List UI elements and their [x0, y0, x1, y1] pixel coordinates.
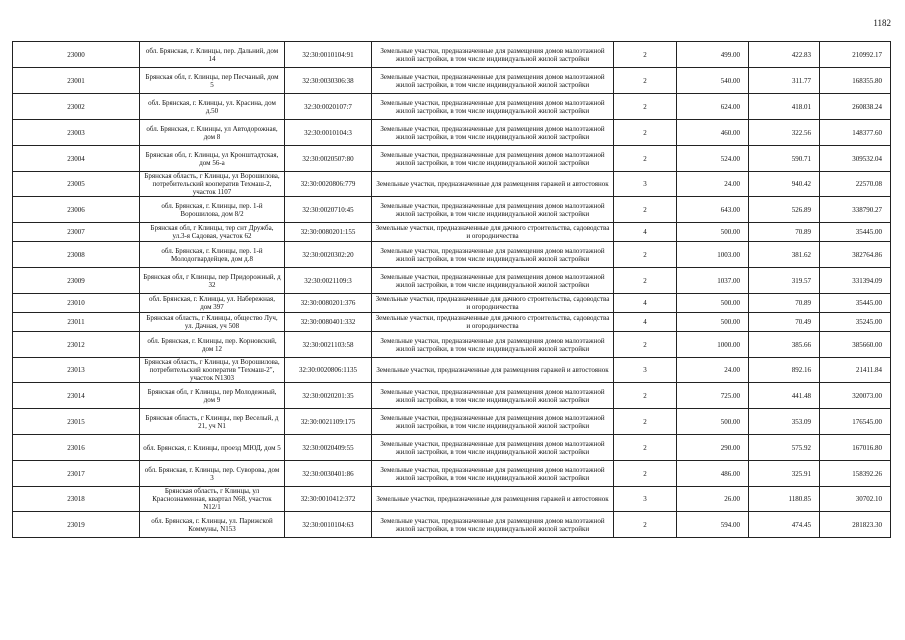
area-cell: 1037.00: [677, 268, 749, 294]
group-cell: 2: [614, 461, 677, 487]
cadastral-value-cell: 385660.00: [820, 332, 891, 358]
unit-value-cell: 940.42: [749, 172, 820, 197]
table-row: [13, 294, 891, 313]
table-row: [13, 435, 891, 461]
address-cell: Брянская область, г Клинцы, ул Краснознаменная, квартал N68, участок N12/1: [140, 487, 285, 512]
unit-value-cell: 474.45: [749, 512, 820, 538]
table-row: [13, 268, 891, 294]
land-use-cell: Земельные участки, предназначенные для размещения гаражей и автостоянок: [372, 487, 614, 512]
table-row: [13, 94, 891, 120]
group-cell: 4: [614, 223, 677, 242]
address-cell: Брянская область, г Клинцы, пер Веселый, д 21, уч N1: [140, 409, 285, 435]
unit-value-cell: 353.09: [749, 409, 820, 435]
address-cell: Брянская обл, г. Клинцы, ул Кронштадтская, дом 56-а: [140, 146, 285, 172]
row-number-cell: 23013: [13, 358, 140, 383]
row-number-cell: 23007: [13, 223, 140, 242]
row-number-cell: 23002: [13, 94, 140, 120]
land-use-cell: Земельные участки, предназначенные для дачного строительства, садоводства и огородничества: [372, 313, 614, 332]
address-cell: обл. Брянская, г. Клинцы, проезд МЮД, дом 5: [140, 435, 285, 461]
land-use-cell: Земельные участки, предназначенные для дачного строительства, садоводства и огородничества: [372, 223, 614, 242]
cadastral-value-cell: 309532.04: [820, 146, 891, 172]
cadastral-value-cell: 35445.00: [820, 223, 891, 242]
table-row: [13, 223, 891, 242]
row-number-cell: 23012: [13, 332, 140, 358]
area-cell: 500.00: [677, 313, 749, 332]
cadastral-value-cell: 22570.08: [820, 172, 891, 197]
cadastral-value-cell: 176545.00: [820, 409, 891, 435]
unit-value-cell: 526.89: [749, 197, 820, 223]
table-row: [13, 42, 891, 68]
address-cell: Брянская обл, г Клинцы, пер Придорожный, д 32: [140, 268, 285, 294]
land-use-cell: Земельные участки, предназначенные для размещения домов малоэтажной жилой застройки, в том числе индивидуальной жилой застройки: [372, 68, 614, 94]
unit-value-cell: 70.89: [749, 294, 820, 313]
unit-value-cell: 441.48: [749, 383, 820, 409]
group-cell: 2: [614, 120, 677, 146]
group-cell: 2: [614, 197, 677, 223]
land-use-cell: Земельные участки, предназначенные для размещения гаражей и автостоянок: [372, 172, 614, 197]
land-use-cell: Земельные участки, предназначенные для размещения домов малоэтажной жилой застройки, в том числе индивидуальной жилой застройки: [372, 120, 614, 146]
area-cell: 624.00: [677, 94, 749, 120]
row-number-cell: 23006: [13, 197, 140, 223]
land-use-cell: Земельные участки, предназначенные для дачного строительства, садоводства и огородничества: [372, 294, 614, 313]
table-row: [13, 242, 891, 268]
row-number-cell: 23000: [13, 42, 140, 68]
row-number-cell: 23010: [13, 294, 140, 313]
area-cell: 500.00: [677, 294, 749, 313]
unit-value-cell: 422.83: [749, 42, 820, 68]
address-cell: обл. Брянская, г. Клинцы, пер. Корновский, дом 12: [140, 332, 285, 358]
land-use-cell: Земельные участки, предназначенные для размещения домов малоэтажной жилой застройки, в том числе индивидуальной жилой застройки: [372, 242, 614, 268]
address-cell: обл. Брянская, г. Клинцы, пер. 1-й Молодогвардейцев, дом д.8: [140, 242, 285, 268]
row-number-cell: 23019: [13, 512, 140, 538]
address-cell: Брянская область, г Клинцы, ул Ворошилова, потребительский кооператив "Техмаш-2", участок N1303: [140, 358, 285, 383]
unit-value-cell: 418.01: [749, 94, 820, 120]
unit-value-cell: 325.91: [749, 461, 820, 487]
cadastral-value-cell: 148377.60: [820, 120, 891, 146]
group-cell: 2: [614, 409, 677, 435]
row-number-cell: 23004: [13, 146, 140, 172]
group-cell: 3: [614, 358, 677, 383]
cadastral-value-cell: 331394.09: [820, 268, 891, 294]
address-cell: обл. Брянская, г. Клинцы, пер. 1-й Ворошилова, дом 8/2: [140, 197, 285, 223]
address-cell: Брянская обл, г. Клинцы, пер Песчаный, дом 5: [140, 68, 285, 94]
land-use-cell: Земельные участки, предназначенные для размещения домов малоэтажной жилой застройки, в том числе индивидуальной жилой застройки: [372, 42, 614, 68]
unit-value-cell: 385.66: [749, 332, 820, 358]
cadastral-number-cell: 32:30:0021103:58: [285, 332, 372, 358]
address-cell: Брянская область, г Клинцы, общество Луч, ул. Дачная, уч 508: [140, 313, 285, 332]
land-use-cell: Земельные участки, предназначенные для размещения домов малоэтажной жилой застройки, в том числе индивидуальной жилой застройки: [372, 268, 614, 294]
row-number-cell: 23018: [13, 487, 140, 512]
land-use-cell: Земельные участки, предназначенные для размещения домов малоэтажной жилой застройки, в том числе индивидуальной жилой застройки: [372, 512, 614, 538]
cadastral-number-cell: 32:30:0030401:86: [285, 461, 372, 487]
cadastral-value-cell: 158392.26: [820, 461, 891, 487]
address-cell: обл. Брянская, г. Клинцы, пер. Суворова, дом 3: [140, 461, 285, 487]
land-use-cell: Земельные участки, предназначенные для размещения домов малоэтажной жилой застройки, в том числе индивидуальной жилой застройки: [372, 197, 614, 223]
row-number-cell: 23017: [13, 461, 140, 487]
group-cell: 4: [614, 313, 677, 332]
row-number-cell: 23014: [13, 383, 140, 409]
cadastral-number-cell: 32:30:0030306:38: [285, 68, 372, 94]
cadastral-value-cell: 260838.24: [820, 94, 891, 120]
group-cell: 2: [614, 268, 677, 294]
cadastral-value-cell: 21411.84: [820, 358, 891, 383]
area-cell: 26.00: [677, 487, 749, 512]
land-use-cell: Земельные участки, предназначенные для размещения гаражей и автостоянок: [372, 358, 614, 383]
land-use-cell: Земельные участки, предназначенные для размещения домов малоэтажной жилой застройки, в том числе индивидуальной жилой застройки: [372, 461, 614, 487]
group-cell: 2: [614, 94, 677, 120]
address-cell: обл. Брянская, г. Клинцы, ул. Набережная, дом 397: [140, 294, 285, 313]
cadastral-value-cell: 35445.00: [820, 294, 891, 313]
cadastral-value-cell: 382764.86: [820, 242, 891, 268]
table-row: [13, 313, 891, 332]
area-cell: 486.00: [677, 461, 749, 487]
address-cell: обл. Брянская, г. Клинцы, пер. Дальний, дом 14: [140, 42, 285, 68]
unit-value-cell: 311.77: [749, 68, 820, 94]
table-row: [13, 512, 891, 538]
cadastral-value-cell: 210992.17: [820, 42, 891, 68]
cadastral-value-table: [12, 41, 891, 538]
unit-value-cell: 1180.85: [749, 487, 820, 512]
address-cell: обл. Брянская, г. Клинцы, ул Автодорожная, дом 8: [140, 120, 285, 146]
address-cell: обл. Брянская, г. Клинцы, ул. Парижской Коммуны, N153: [140, 512, 285, 538]
cadastral-number-cell: 32:30:0020107:7: [285, 94, 372, 120]
row-number-cell: 23003: [13, 120, 140, 146]
table-row: [13, 487, 891, 512]
cadastral-value-cell: 35245.00: [820, 313, 891, 332]
group-cell: 4: [614, 294, 677, 313]
land-use-cell: Земельные участки, предназначенные для размещения домов малоэтажной жилой застройки, в том числе индивидуальной жилой застройки: [372, 146, 614, 172]
group-cell: 2: [614, 68, 677, 94]
row-number-cell: 23011: [13, 313, 140, 332]
unit-value-cell: 381.62: [749, 242, 820, 268]
cadastral-value-cell: 167016.80: [820, 435, 891, 461]
address-cell: Брянская обл, г Клинцы, пер Молодежный, дом 9: [140, 383, 285, 409]
group-cell: 2: [614, 383, 677, 409]
unit-value-cell: 70.89: [749, 223, 820, 242]
row-number-cell: 23009: [13, 268, 140, 294]
land-use-cell: Земельные участки, предназначенные для размещения домов малоэтажной жилой застройки, в том числе индивидуальной жилой застройки: [372, 332, 614, 358]
land-use-cell: Земельные участки, предназначенные для размещения домов малоэтажной жилой застройки, в том числе индивидуальной жилой застройки: [372, 435, 614, 461]
group-cell: 2: [614, 435, 677, 461]
area-cell: 290.00: [677, 435, 749, 461]
unit-value-cell: 70.49: [749, 313, 820, 332]
unit-value-cell: 892.16: [749, 358, 820, 383]
address-cell: обл. Брянская, г. Клинцы, ул. Красина, дом д.50: [140, 94, 285, 120]
group-cell: 2: [614, 332, 677, 358]
cadastral-value-cell: 281823.30: [820, 512, 891, 538]
row-number-cell: 23001: [13, 68, 140, 94]
area-cell: 499.00: [677, 42, 749, 68]
area-cell: 460.00: [677, 120, 749, 146]
row-number-cell: 23015: [13, 409, 140, 435]
cadastral-number-cell: 32:30:0020302:20: [285, 242, 372, 268]
table-row: [13, 409, 891, 435]
cadastral-number-cell: 32:30:0010104:63: [285, 512, 372, 538]
area-cell: 500.00: [677, 223, 749, 242]
group-cell: 2: [614, 512, 677, 538]
area-cell: 500.00: [677, 409, 749, 435]
cadastral-number-cell: 32:30:0010412:372: [285, 487, 372, 512]
address-cell: Брянская обл, г Клинцы, тер снт Дружба, ул.3-я Садовая, участок 62: [140, 223, 285, 242]
unit-value-cell: 322.56: [749, 120, 820, 146]
table-row: [13, 358, 891, 383]
cadastral-number-cell: 32:30:0020806:1135: [285, 358, 372, 383]
group-cell: 2: [614, 146, 677, 172]
cadastral-number-cell: 32:30:0021109:175: [285, 409, 372, 435]
land-use-cell: Земельные участки, предназначенные для размещения домов малоэтажной жилой застройки, в том числе индивидуальной жилой застройки: [372, 409, 614, 435]
group-cell: 3: [614, 487, 677, 512]
cadastral-value-cell: 30702.10: [820, 487, 891, 512]
cadastral-number-cell: 32:30:0020201:35: [285, 383, 372, 409]
unit-value-cell: 319.57: [749, 268, 820, 294]
cadastral-number-cell: 32:30:0080201:155: [285, 223, 372, 242]
area-cell: 725.00: [677, 383, 749, 409]
table-row: [13, 383, 891, 409]
cadastral-number-cell: 32:30:0020806:779: [285, 172, 372, 197]
area-cell: 1000.00: [677, 332, 749, 358]
cadastral-value-cell: 338790.27: [820, 197, 891, 223]
table-row: [13, 172, 891, 197]
unit-value-cell: 575.92: [749, 435, 820, 461]
cadastral-number-cell: 32:30:0080401:332: [285, 313, 372, 332]
cadastral-number-cell: 32:30:0020409:55: [285, 435, 372, 461]
table-row: [13, 120, 891, 146]
unit-value-cell: 590.71: [749, 146, 820, 172]
address-cell: Брянская область, г Клинцы, ул Ворошилова, потребительский кооператив Техмаш-2, участок 1107: [140, 172, 285, 197]
cadastral-value-cell: 168355.80: [820, 68, 891, 94]
table-row: [13, 68, 891, 94]
table-row: [13, 197, 891, 223]
area-cell: 1003.00: [677, 242, 749, 268]
land-use-cell: Земельные участки, предназначенные для размещения домов малоэтажной жилой застройки, в том числе индивидуальной жилой застройки: [372, 383, 614, 409]
page-number: 1182: [873, 18, 891, 28]
table-body: [13, 42, 891, 538]
area-cell: 594.00: [677, 512, 749, 538]
table-row: [13, 332, 891, 358]
table-row: [13, 146, 891, 172]
group-cell: 2: [614, 42, 677, 68]
row-number-cell: 23008: [13, 242, 140, 268]
cadastral-number-cell: 32:30:0020507:80: [285, 146, 372, 172]
cadastral-number-cell: 32:30:0020710:45: [285, 197, 372, 223]
group-cell: 2: [614, 242, 677, 268]
cadastral-number-cell: 32:30:0080201:376: [285, 294, 372, 313]
row-number-cell: 23005: [13, 172, 140, 197]
cadastral-value-cell: 320073.00: [820, 383, 891, 409]
land-use-cell: Земельные участки, предназначенные для размещения домов малоэтажной жилой застройки, в том числе индивидуальной жилой застройки: [372, 94, 614, 120]
cadastral-number-cell: 32:30:0021109:3: [285, 268, 372, 294]
table-row: [13, 461, 891, 487]
area-cell: 24.00: [677, 172, 749, 197]
area-cell: 24.00: [677, 358, 749, 383]
cadastral-number-cell: 32:30:0010104:3: [285, 120, 372, 146]
cadastral-number-cell: 32:30:0010104:91: [285, 42, 372, 68]
area-cell: 524.00: [677, 146, 749, 172]
area-cell: 540.00: [677, 68, 749, 94]
row-number-cell: 23016: [13, 435, 140, 461]
area-cell: 643.00: [677, 197, 749, 223]
group-cell: 3: [614, 172, 677, 197]
